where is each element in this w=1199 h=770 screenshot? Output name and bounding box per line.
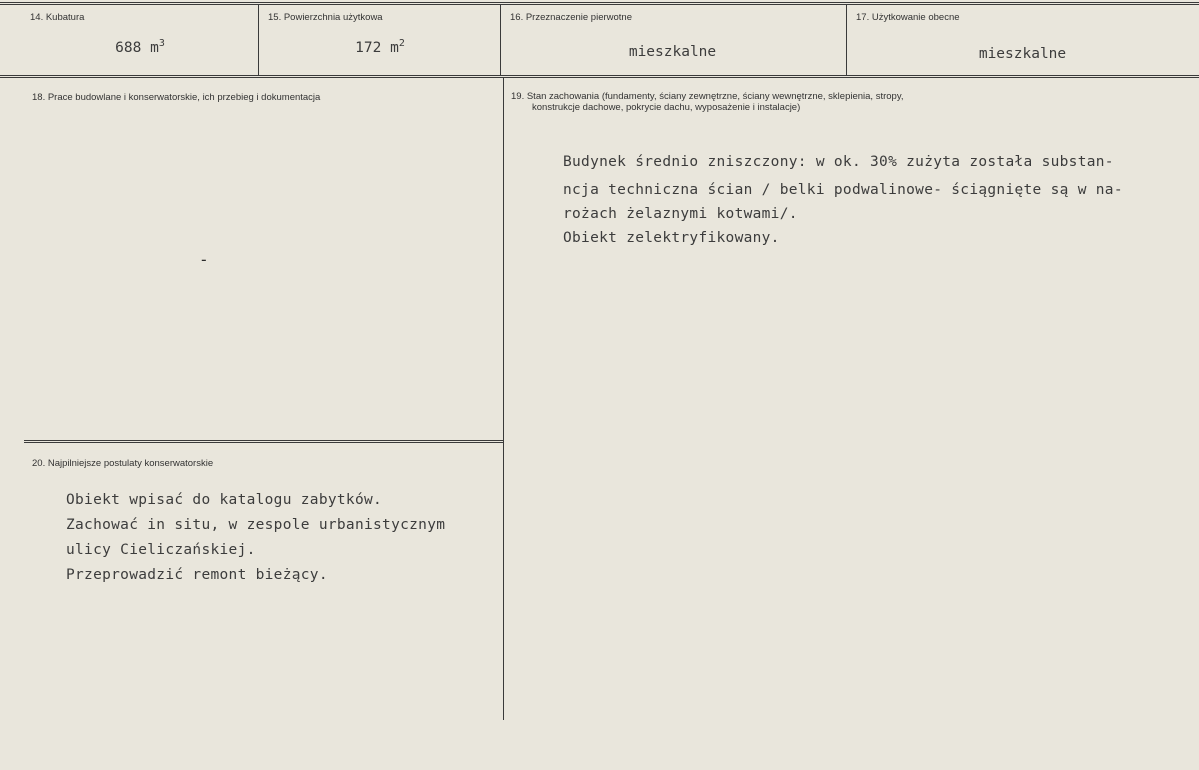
stan-zachowania-line-3: rożach żelaznymi kotwami/. bbox=[563, 206, 798, 222]
row-rule-1 bbox=[0, 75, 1199, 78]
powierzchnia-number: 172 bbox=[355, 39, 382, 56]
postulaty-line-3: ulicy Cieliczańskiej. bbox=[66, 542, 256, 558]
stan-zachowania-line-4: Obiekt zelektryfikowany. bbox=[563, 230, 780, 246]
powierzchnia-exp: 2 bbox=[398, 38, 405, 49]
powierzchnia-unit: m bbox=[390, 39, 399, 56]
przeznaczenie-value: mieszkalne bbox=[628, 44, 717, 60]
postulaty-line-4: Przeprowadzić remont bieżący. bbox=[66, 567, 328, 583]
col-rule-2 bbox=[500, 4, 501, 76]
kubatura-label: 14. Kubatura bbox=[30, 12, 85, 23]
postulaty-label: 20. Najpilniejsze postulaty konserwatorskie bbox=[32, 458, 214, 469]
top-rule bbox=[0, 2, 1199, 5]
postulaty-line-2: Zachować in situ, w zespole urbanistycznym bbox=[66, 517, 446, 533]
stan-zachowania-label-2: konstrukcje dachowe, pokrycie dachu, wyposażenie i instalacje) bbox=[532, 102, 801, 113]
col-rule-3 bbox=[846, 4, 847, 76]
stan-zachowania-label-1: 19. Stan zachowania (fundamenty, ściany zewnętrzne, ściany wewnętrzne, sklepienia, stropy, bbox=[511, 91, 904, 102]
postulaty-line-1: Obiekt wpisać do katalogu zabytków. bbox=[66, 492, 383, 508]
powierzchnia-value bbox=[265, 38, 495, 56]
stan-zachowania-line-1: Budynek średnio zniszczony: w ok. 30% zużyta została substan- bbox=[563, 154, 1114, 170]
prace-budowlane-value: - bbox=[199, 250, 209, 269]
przeznaczenie-label: 16. Przeznaczenie pierwotne bbox=[510, 12, 632, 23]
prace-budowlane-label: 18. Prace budowlane i konserwatorskie, ich przebieg i dokumentacja bbox=[32, 92, 321, 103]
kubatura-number: 688 bbox=[115, 39, 142, 56]
stan-zachowania-line-2: ncja techniczna ścian / belki podwalinowe- ściągnięte są w na- bbox=[563, 182, 1123, 198]
kubatura-value bbox=[40, 38, 240, 56]
row-rule-2 bbox=[24, 440, 504, 443]
uzytkowanie-label: 17. Użytkowanie obecne bbox=[856, 12, 960, 23]
uzytkowanie-value: mieszkalne bbox=[978, 46, 1067, 62]
powierzchnia-label: 15. Powierzchnia użytkowa bbox=[268, 12, 383, 23]
kubatura-exp: 3 bbox=[158, 38, 165, 49]
col-rule-4 bbox=[503, 78, 504, 720]
col-rule-1 bbox=[258, 4, 259, 76]
kubatura-unit: m bbox=[150, 39, 159, 56]
